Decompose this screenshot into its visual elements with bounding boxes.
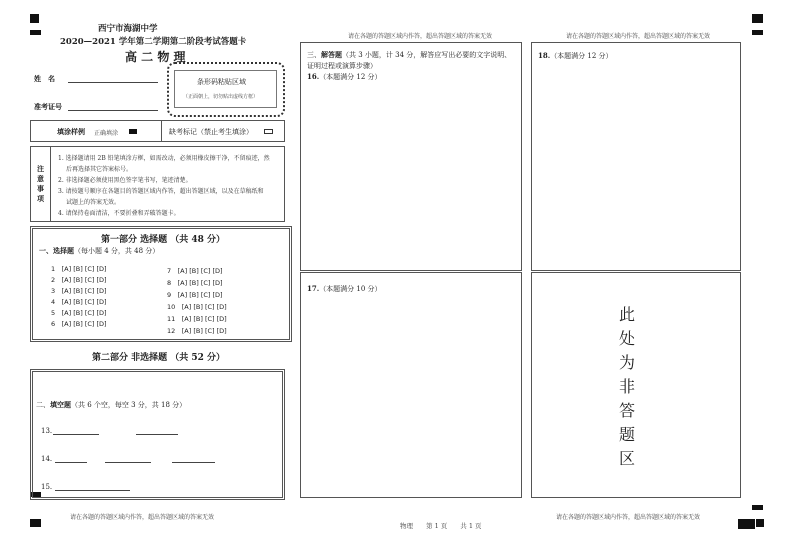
q18-answer-area[interactable]	[531, 42, 741, 271]
fill-divider	[161, 121, 162, 141]
q14-blank-1[interactable]	[55, 462, 87, 463]
exam-id-label: 准考证号	[34, 102, 62, 111]
q14-blank-3[interactable]	[172, 462, 215, 463]
q16-answer-area[interactable]	[300, 42, 522, 271]
q14-label: 14.	[41, 455, 53, 463]
note-item: 试题上的答案无效。	[66, 199, 121, 206]
q17-score: （本题满分 10 分）	[319, 285, 382, 293]
name-label: 姓 名	[34, 74, 55, 83]
q18-number: 18.	[538, 51, 551, 60]
choice-row-6[interactable]: 6 [A] [B] [C] [D]	[51, 320, 107, 328]
barcode-hint: （正面朝上，切勿贴出虚线方框）	[183, 94, 259, 100]
choice-row-7[interactable]: 7 [A] [B] [C] [D]	[167, 267, 223, 275]
notes-box	[30, 146, 285, 222]
note-item: 后再选择其它答案标号。	[66, 166, 133, 173]
note-item: 1. 选择题请用 2B 铅笔填涂方框，如需改动，必须用橡皮擦干净，不留痕迹，然	[58, 155, 270, 162]
section3-title-rest: （共 3 小题，计 34 分，解答应写出必要的文字说明、	[342, 51, 512, 59]
q18-score: （本题满分 12 分）	[550, 52, 613, 60]
fill-blank-title-bold: 填空题	[50, 400, 71, 409]
corner-mark-top-right	[752, 14, 763, 23]
exam-title: 2020—2021 学年第二学期第二阶段考试答题卡	[60, 37, 247, 47]
fill-blank-title-rest: （共 6 个空，每空 3 分，共 18 分）	[71, 401, 187, 409]
non-answer-area	[531, 272, 741, 498]
timing-mark-right-1	[752, 30, 763, 35]
corner-mark-top-left	[30, 14, 39, 23]
top-right-warning: 请在各题的答题区域内作答，超出答题区域的答案无效	[566, 33, 711, 40]
choice-row-5[interactable]: 5 [A] [B] [C] [D]	[51, 309, 107, 317]
part1-choice-box	[30, 226, 292, 342]
part1-subtitle	[39, 246, 159, 256]
choice-row-9[interactable]: 9 [A] [B] [C] [D]	[167, 291, 223, 299]
barcode-title: 条形码粘贴区域	[197, 78, 246, 86]
fill-example-row	[30, 120, 285, 142]
timing-mark-bottom-right-1	[752, 505, 763, 510]
q15-label: 15.	[41, 483, 53, 491]
q16-number: 16.	[307, 72, 320, 81]
correct-fill-sample-icon	[129, 129, 137, 134]
school-name: 西宁市海湖中学	[98, 24, 158, 34]
non-answer-char-4: 非	[618, 377, 635, 396]
bottom-right-warning: 请在各题的答题区域内作答，超出答题区域的答案无效	[556, 514, 701, 521]
barcode-area	[167, 62, 285, 117]
q16-score: （本题满分 12 分）	[319, 73, 382, 81]
corner-mark-bottom-right-2	[756, 519, 764, 527]
non-answer-char-7: 区	[618, 449, 635, 468]
note-item: 2. 非选择题必须使用黑色签字笔书写，笔迹清楚。	[58, 177, 192, 184]
q18-heading	[538, 51, 613, 61]
non-answer-char-6: 题	[618, 425, 635, 444]
note-item: 4. 请保持卷面清洁，不要折叠和弄破答题卡。	[58, 210, 180, 217]
notes-title-char-1: 注	[37, 164, 44, 173]
section3-title-bold: 解答题	[321, 50, 342, 59]
correct-fill-label: 正确填涂	[94, 130, 119, 137]
page-info: 物理 第 1 页 共 1 页	[400, 522, 482, 530]
part1-subtitle-bold: 一、选择题	[39, 246, 74, 255]
bottom-left-warning: 请在各题的答题区域内作答，超出答题区域的答案无效	[70, 514, 215, 521]
barcode-inner-box	[174, 70, 277, 108]
grade-subject-title: 高 二 物 理	[125, 50, 186, 64]
section3-prefix: 三、	[307, 51, 321, 59]
q16-heading	[307, 72, 382, 82]
fill-example-label: 填涂样例	[57, 127, 85, 136]
non-answer-char-3: 为	[618, 353, 635, 372]
exam-id-field[interactable]	[68, 110, 158, 111]
corner-mark-bottom-left	[30, 519, 41, 527]
absent-mark-checkbox[interactable]	[264, 129, 273, 134]
notes-title-column	[31, 147, 51, 221]
section3-title	[307, 50, 511, 60]
absent-mark-label: 缺考标记（禁止考生填涂）	[169, 128, 253, 136]
note-item: 3. 请按题号顺序在各题目的答题区域内作答，超出答题区域，以及在草稿纸和	[58, 188, 264, 195]
q14-blank-2[interactable]	[105, 462, 151, 463]
non-answer-char-1: 此	[618, 305, 635, 324]
notes-list	[58, 153, 283, 219]
part1-title: 第一部分 选择题 （共 48 分）	[101, 235, 226, 245]
fill-blank-box	[30, 369, 285, 500]
notes-title-char-4: 项	[37, 194, 44, 203]
q17-heading	[307, 284, 382, 294]
choice-row-4[interactable]: 4 [A] [B] [C] [D]	[51, 298, 107, 306]
timing-mark-left-1	[30, 30, 41, 35]
q17-number: 17.	[307, 284, 320, 293]
q13-label: 13.	[41, 427, 53, 435]
choice-row-2[interactable]: 2 [A] [B] [C] [D]	[51, 276, 107, 284]
non-answer-char-5: 答	[618, 401, 635, 420]
q13-blank-1[interactable]	[53, 434, 99, 435]
name-field[interactable]	[68, 82, 158, 83]
part2-title: 第二部分 非选择题 （共 52 分）	[92, 353, 226, 363]
choice-row-12[interactable]: 12 [A] [B] [C] [D]	[167, 327, 227, 335]
choice-row-3[interactable]: 3 [A] [B] [C] [D]	[51, 287, 107, 295]
q17-answer-area[interactable]	[300, 272, 522, 498]
section3-title-line2: 证明过程或演算步骤）	[307, 62, 377, 70]
top-middle-warning: 请在各题的答题区域内作答，超出答题区域的答案无效	[348, 33, 493, 40]
choice-row-8[interactable]: 8 [A] [B] [C] [D]	[167, 279, 223, 287]
non-answer-char-2: 处	[618, 329, 635, 348]
fill-blank-title	[36, 400, 186, 410]
choice-row-10[interactable]: 10 [A] [B] [C] [D]	[167, 303, 227, 311]
notes-title-char-2: 意	[37, 174, 44, 183]
choice-row-11[interactable]: 11 [A] [B] [C] [D]	[167, 315, 227, 323]
q15-blank-1[interactable]	[55, 490, 130, 491]
notes-title-char-3: 事	[37, 184, 44, 193]
part1-subtitle-rest: （每小题 4 分，共 48 分）	[74, 247, 160, 255]
choice-row-1[interactable]: 1 [A] [B] [C] [D]	[51, 265, 107, 273]
fill-blank-prefix: 二、	[36, 401, 50, 409]
q13-blank-2[interactable]	[136, 434, 178, 435]
corner-mark-bottom-right	[738, 519, 755, 529]
